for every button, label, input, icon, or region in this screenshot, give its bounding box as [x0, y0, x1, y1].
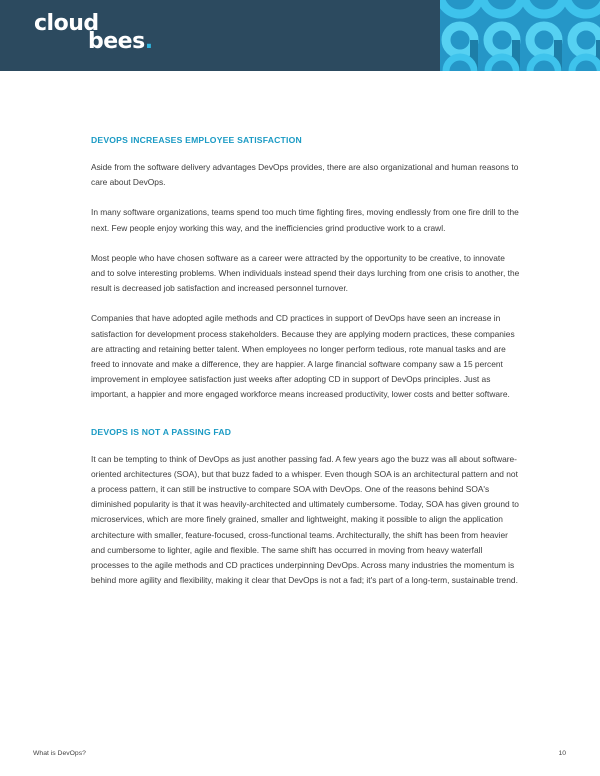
footer-document-title: What is DevOps?	[33, 750, 86, 757]
paragraph: Companies that have adopted agile methods and CD practices in support of DevOps have seen an increase in satisfaction for development process stakeholders. Because they are applying modern practices, these companies are attracting and retaining better talent. When employees no longer perform tedious, rote manual tasks and are freed to innovate and make a difference, they are happier. A large financial software company saw a 15 percent improvement in employee satisfaction just weeks after adopting CD in support of DevOps principles. Just as important, a happier and more engaged workforce means increased productivity, lower costs and better software.	[91, 313, 515, 400]
decorative-pattern-icon	[440, 0, 600, 71]
section-employee-satisfaction	[91, 134, 521, 403]
main-content	[91, 134, 521, 603]
page-header	[0, 0, 600, 71]
paragraph: Most people who have chosen software as a career were attracted by the opportunity to be creative, to innovate and to solve interesting problems. When individuals instead spend their days lurching from one crisis to another, the result is decreased job satisfaction and increased personnel turnover.	[91, 252, 520, 294]
paragraph: In many software organizations, teams spend too much time fighting fires, moving endlessly from one fire drill to the next. Few people enjoy working this way, and the inefficiencies grind productive work to a crawl.	[91, 207, 519, 233]
section-heading: DEVOPS IS NOT A PASSING FAD	[91, 426, 232, 437]
paragraph: Aside from the software delivery advantages DevOps provides, there are also organizational and human reasons to care about DevOps.	[91, 162, 519, 188]
section-gap	[91, 418, 521, 426]
paragraph: It can be tempting to think of DevOps as just another passing fad. A few years ago the buzz was all about software-oriented architectures (SOA), but that buzz faded to a whisper. Even though SOA is an architectural pattern and not a process pattern, it can still be instructive to compare SOA with DevOps. One of the reasons behind SOA's diminished popularity is that it was heavily-architected and ultimately cumbersome. Today, SOA has given ground to microservices, which are more finely grained, smaller and lightweight, making it possible to align the application architecture with smaller, feature-focused, cross-functional teams. Architecturally, the shift has been from heavier and cumbersome to lighter, agile and flexible. The same shift has occurred in moving from heavy waterfall processes to the agile methods and CD practices underpinning DevOps. Across many industries the momentum is behind more agility and flexibility, making it clear that DevOps is not a fad; it's part of a long-term, sustainable trend.	[91, 453, 519, 586]
logo-line-2: bees.	[88, 29, 153, 54]
section-heading: DEVOPS INCREASES EMPLOYEE SATISFACTION	[91, 135, 302, 145]
section-not-a-fad	[91, 426, 521, 589]
cloudbees-logo	[34, 13, 153, 53]
footer-page-number: 10	[558, 750, 566, 757]
logo-line-1: cloud	[34, 11, 99, 36]
